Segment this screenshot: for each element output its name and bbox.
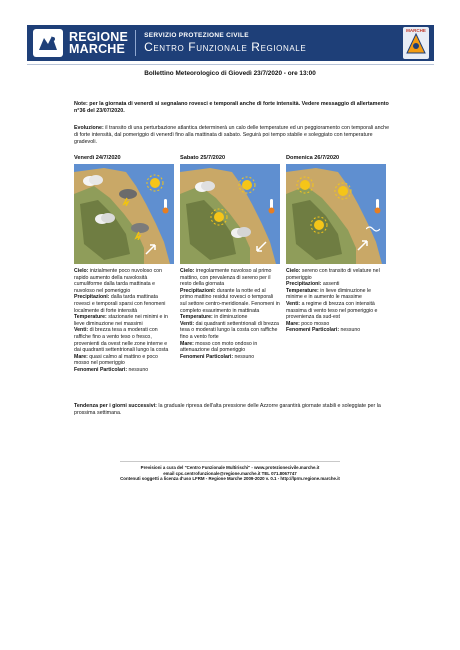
trend-label: Tendenza per i giorni successivi: [74,403,157,409]
sky-label: Cielo: [180,268,195,274]
precipitation-text: dalla tarda mattinata rovesci e temporali sparsi con fenomeni localmente di forte intensità [74,294,166,314]
precipitation-text: durante la notte ed al primo mattino residui rovesci o temporali sul settore centro-meridionale. Fenomeni in completo esaurimento in mattinata [180,287,280,314]
header-separator [135,30,136,56]
footer-license: Contenuti soggetti a licenza d'uso LFRM - Regione Marche 2009-2020 v. 0.1 - http://lprm.regione.marche.it [120,476,340,482]
evolution-label: Evoluzione: [74,125,104,131]
cloud-icon [230,226,252,238]
sun-icon [146,174,164,192]
wind-label: Venti: [286,300,301,307]
badge-text: MARCHE [406,28,426,33]
thunderstorm-icon [130,222,150,240]
evolution-paragraph [74,125,392,145]
wind-arrow-icon [254,240,268,254]
region-name [69,31,128,55]
special-phenomena-label: Fenomeni Particolari: [286,327,340,334]
day-title: Sabato 25/7/2020 [180,155,226,161]
forecast-text [74,268,174,374]
bulletin-title: Bollettino Meteorologico di Giovedì 23/7/2020 - ore 13:00 [144,70,316,77]
sea-label: Mare: [286,320,300,327]
service-block [144,32,306,54]
temperature-label: Temperature: [180,314,213,321]
wind-arrow-icon [144,242,158,256]
forecast-text [286,268,386,334]
trend-paragraph [74,403,392,417]
day-title: Domenica 26/7/2020 [286,155,340,161]
temperature-label: Temperature: [74,314,107,321]
wind-text: di brezza tesa a moderati con raffiche fino a vento teso o fresco, provenienti da ovest nelle zone interne e dai quadranti settentrionali lungo la costa [74,327,169,354]
centre-label: Centro Funzionale Regionale [144,40,307,54]
wind-arrow-icon [356,238,370,252]
forecast-map-saturday [180,164,280,264]
sea-label: Mare: [74,353,88,360]
region-line-1: REGIONE [69,30,129,44]
special-phenomena-text: nessuno [339,327,361,334]
day-title: Venerdì 24/7/2020 [74,155,121,161]
sun-icon [296,176,314,194]
cloud-icon [194,180,216,192]
wind-label: Venti: [180,320,195,327]
sky-label: Cielo: [286,268,301,274]
sun-icon [310,216,328,234]
evolution-text: il transito di una perturbazione atlantica determinerà un calo delle temperature ed un peggioramento con temporali anche di forte intensità, dal pomeriggio di venerdì fino alla mattinata di sabato. Seguirà poi tempo stabile e soleggiato con temperature gradevoli. [74,125,390,145]
note-text: Note: per la giornata di venerdì si segnalano rovesci e temporali anche di forte intensità. Vedere messaggio di allertamento n°36 del 23/07/2020. [74,101,389,114]
marche-badge-icon [403,27,429,59]
cloud-icon [94,212,116,224]
region-logo-icon [33,29,63,57]
sea-text: poco mosso [299,320,330,327]
forecast-map-sunday [286,164,386,264]
precipitation-text: assenti [321,281,340,288]
region-line-2: MARCHE [69,42,126,56]
precipitation-label: Precipitazioni: [286,281,322,288]
precipitation-label: Precipitazioni: [74,294,110,301]
special-phenomena-text: nessuno [127,366,149,373]
footer-credits: Previsioni a cura del "Centro Funzionale Multirischi" - www.protezionecivile.marche.it [140,465,320,470]
sky-label: Cielo: [74,268,89,274]
special-phenomena-label: Fenomeni Particolari: [180,353,234,360]
sky-text: inizialmente poco nuvoloso con rapido aumento della nuvolosità cumuliforme dalla tarda mattinata e nuvoloso nel pomeriggio [74,268,162,294]
forecast-map-friday [74,164,174,264]
thermometer-icon [374,198,381,214]
wind-label: Venti: [74,327,89,334]
sky-text: irregolarmente nuvoloso al primo mattino, con prevalenza di sereno per il resto della giornata [180,268,272,288]
footer-contact: email cpc.centrofunzionale@regione.marche.it TEL 071.8067747 [163,470,297,476]
day-column-saturday [180,155,280,360]
service-label: SERVIZIO PROTEZIONE CIVILE [144,32,249,39]
header-banner [27,25,434,61]
sun-icon [238,176,256,194]
special-phenomena-text: nessuno [233,353,255,360]
cloud-icon [82,174,104,186]
precipitation-label: Precipitazioni: [180,287,216,294]
sun-icon [210,208,228,226]
footer [0,465,460,482]
temperature-label: Temperature: [286,287,319,294]
day-column-sunday [286,155,386,334]
special-phenomena-label: Fenomeni Particolari: [74,366,128,373]
sea-text: mosso con moto ondoso in attenuazione dal pomeriggio [180,340,258,354]
temperature-text: stazionarie nei minimi e in lieve diminuzione nei massimi [74,314,168,327]
footer-divider [120,461,340,462]
thermometer-icon [268,198,275,214]
day-column-friday [74,155,174,374]
wind-text: a regime di brezza con intensità massima di vento teso nel pomeriggio e provenienza da sud-est [286,300,378,321]
forecast-text [180,268,280,360]
header-divider [27,64,434,65]
temperature-text: in diminuzione [212,314,248,321]
thermometer-icon [162,198,169,214]
sea-wave-icon [366,224,380,232]
sea-label: Mare: [180,340,194,347]
sun-icon [334,182,352,200]
wind-text: dai quadranti settentrionali di brezza tesa o moderati lungo la costa con raffiche fino a vento forte [180,320,279,340]
thunderstorm-icon [118,188,138,206]
temperature-text: in lieve diminuzione le minime e in aumento le massime [286,287,371,301]
trend-text: la graduale ripresa dell'alta pressione delle Azzorre garantirà giornate stabili e soleggiate per la prossima settimana. [74,403,381,416]
sea-text: quasi calmo al mattino e poco mosso nel pomeriggio [74,353,158,367]
sky-text: sereno con transito di velature nel pomeriggio [286,268,380,281]
